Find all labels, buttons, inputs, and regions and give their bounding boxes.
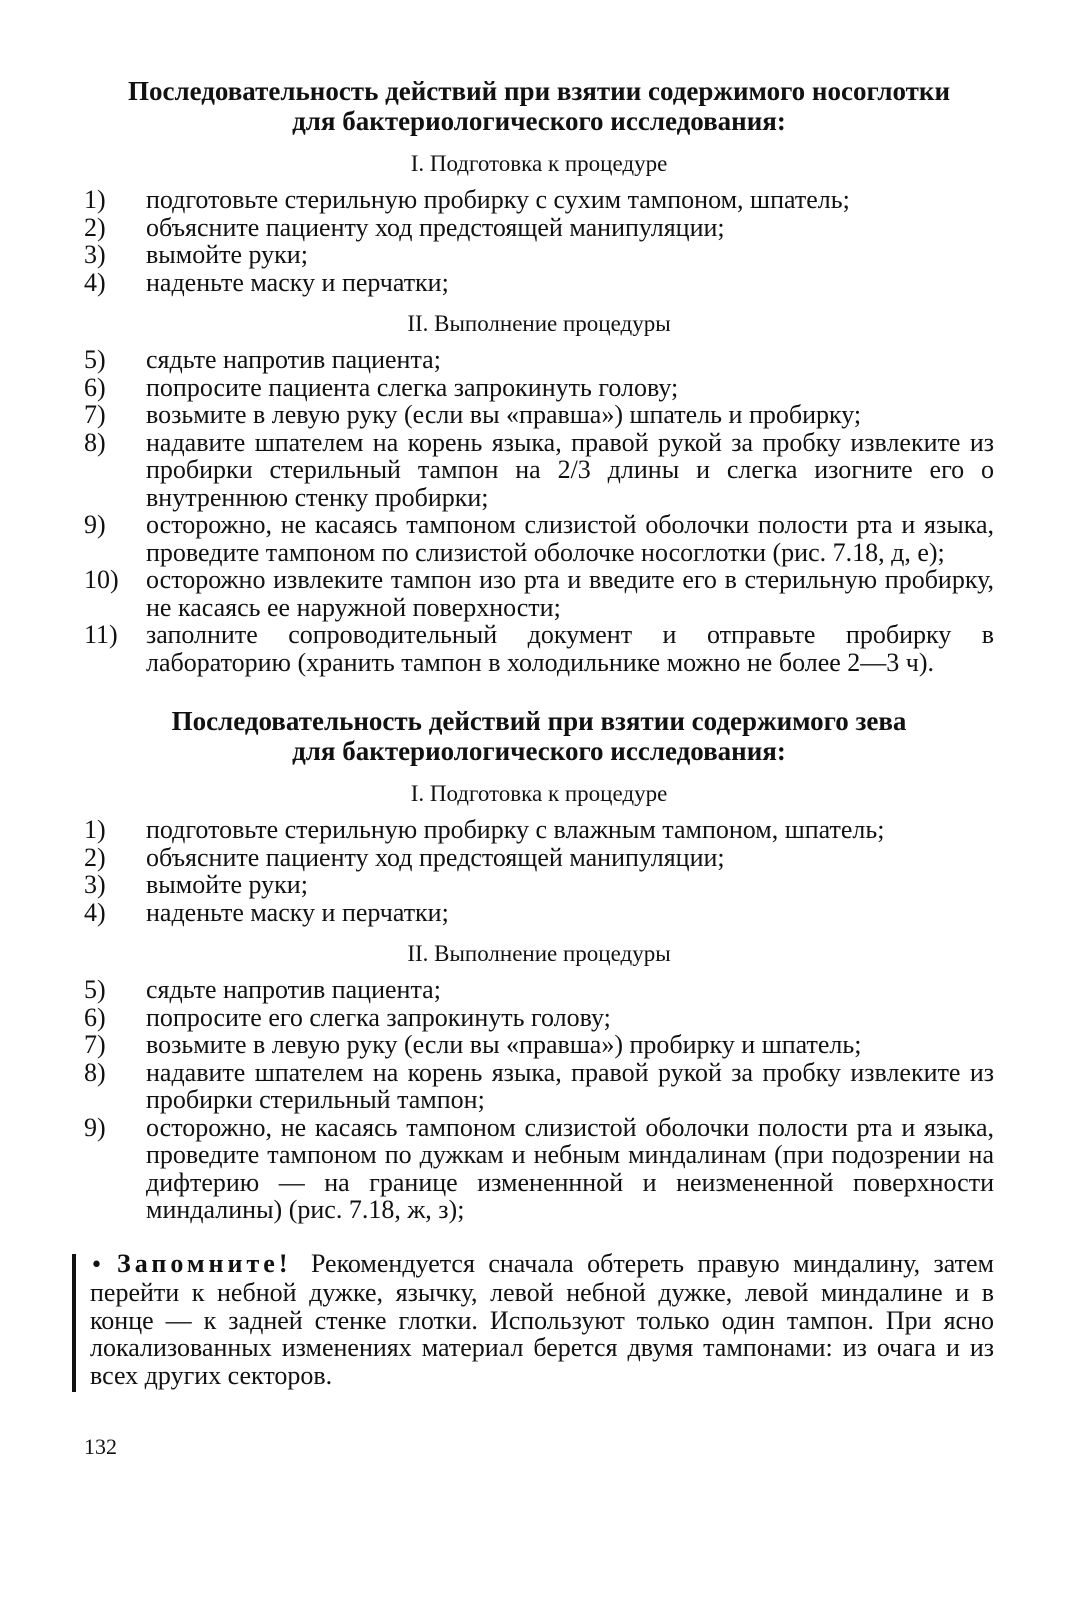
list-item: [84, 269, 994, 297]
list-item: [84, 186, 994, 214]
step-number: 9): [84, 510, 106, 539]
step-text: возьмите в левую руку (если вы «правша») шпатель и пробирку;: [146, 400, 862, 429]
section2-title: [84, 706, 994, 766]
step-number: 5): [84, 975, 106, 1004]
step-text: сядьте напротив пациента;: [146, 975, 441, 1004]
step-number: 10): [84, 565, 119, 594]
step-text: осторожно извлеките тампон изо рта и введите его в стерильную пробирку, не касаясь ее наружной поверхности;: [146, 565, 994, 622]
step-number: 3): [84, 240, 106, 269]
step-number: 4): [84, 267, 106, 297]
step-number: 5): [84, 345, 106, 374]
list-item: [84, 429, 994, 512]
list-item: [84, 241, 994, 269]
page-number: 132: [84, 1434, 117, 1459]
list-item: [84, 871, 994, 899]
list-item: [84, 816, 994, 844]
list-item: [84, 566, 994, 621]
step-text: возьмите в левую руку (если вы «правша») пробирку и шпатель;: [146, 1030, 862, 1059]
step-text: подготовьте стерильную пробирку с влажным тампоном, шпатель;: [146, 815, 885, 844]
section1-title-line2: для бактериологического исследования:: [292, 106, 786, 136]
note-bullet: •: [90, 1252, 103, 1278]
step-text: осторожно, не касаясь тампоном слизистой оболочки полости рта и языка, проведите тампоном по дужкам и небным миндалинам (при подозрении на дифтерию — на границе измененнной и неизмененной поверхности миндалины) (рис. 7.18, ж, з);: [146, 1112, 994, 1224]
step-text: наденьте маску и перчатки;: [146, 897, 449, 927]
list-item: [84, 374, 994, 402]
list-item: [84, 1114, 994, 1224]
section2-title-line1: Последовательность действий при взятии содержимого зева: [171, 706, 907, 736]
step-number: 3): [84, 870, 106, 899]
step-number: 2): [84, 212, 106, 242]
list-item: [84, 401, 994, 429]
step-number: 6): [84, 1002, 106, 1032]
section1-part2-heading: II. Выполнение процедуры: [407, 311, 671, 336]
section2-part1-heading: I. Подготовка к процедуре: [410, 781, 668, 806]
step-text: надавите шпателем на корень языка, правой рукой за пробку извлеките из пробирки стерильный тампон;: [146, 1057, 994, 1114]
step-number: 2): [84, 842, 106, 872]
section2-part2-heading: II. Выполнение процедуры: [407, 941, 671, 966]
list-item: [84, 844, 994, 872]
step-text: вымойте руки;: [146, 240, 308, 269]
page-content: [84, 76, 994, 1389]
step-text: попросите пациента слегка запрокинуть голову;: [146, 372, 679, 402]
list-item: [84, 1004, 994, 1032]
note-margin-bar: [72, 1254, 76, 1392]
list-item: [84, 511, 994, 566]
step-text: вымойте руки;: [146, 870, 308, 899]
note-title: Запомните!: [116, 1248, 292, 1278]
section1-part2-steps: [84, 346, 994, 676]
section1-part1-steps: [84, 186, 994, 296]
step-number: 1): [84, 185, 106, 214]
list-item: [84, 214, 994, 242]
step-number: 8): [84, 427, 106, 457]
step-text: заполните сопроводительный документ и отправьте пробирку в лабораторию (хранить тампон в холодильнике можно не более 2—3 ч).: [146, 620, 994, 677]
list-item: [84, 621, 994, 676]
section2-part1-steps: [84, 816, 994, 926]
step-number: 8): [84, 1057, 106, 1087]
list-item: [84, 346, 994, 374]
step-number: 7): [84, 400, 106, 429]
step-number: 6): [84, 372, 106, 402]
step-text: попросите его слегка запрокинуть голову;: [146, 1002, 611, 1032]
step-number: 11): [84, 620, 118, 649]
step-text: подготовьте стерильную пробирку с сухим тампоном, шпатель;: [146, 185, 850, 214]
step-number: 9): [84, 1112, 106, 1142]
step-text: надавите шпателем на корень языка, правой рукой за пробку извлеките из пробирки стерильный тампон на 2/3 длины и слегка изогните его о внутреннюю стенку пробирки;: [146, 427, 994, 512]
step-number: 4): [84, 897, 106, 927]
step-number: 7): [84, 1030, 106, 1059]
list-item: [84, 1059, 994, 1114]
section1-title-line1: Последовательность действий при взятии содержимого носоглотки: [127, 76, 951, 106]
section2-title-line2: для бактериологического исследования:: [292, 736, 786, 766]
list-item: [84, 899, 994, 927]
section1-part1-heading: I. Подготовка к процедуре: [410, 151, 668, 176]
step-text: осторожно, не касаясь тампоном слизистой оболочки полости рта и языка, проведите тампоном по слизистой оболочке носоглотки (рис. 7.18, д, е);: [146, 510, 994, 567]
section1-title: [84, 76, 994, 136]
step-text: объясните пациенту ход предстоящей манипуляции;: [146, 212, 725, 242]
step-text: наденьте маску и перчатки;: [146, 267, 449, 297]
remember-note: [84, 1250, 994, 1390]
step-number: 1): [84, 815, 106, 844]
section2-part2-steps: [84, 976, 994, 1224]
list-item: [84, 976, 994, 1004]
note-text: Рекомендуется сначала обтереть правую миндалину, затем перейти к небной дужке, язычку, левой небной дужке, левой миндалине и в конце — к задней стенке глотки. Используют только один тампон. При ясно локализованных изменениях материал берется двумя тампонами: из очага и из всех других секторов.: [90, 1248, 994, 1390]
step-text: сядьте напротив пациента;: [146, 345, 441, 374]
step-text: объясните пациенту ход предстоящей манипуляции;: [146, 842, 725, 872]
list-item: [84, 1031, 994, 1059]
